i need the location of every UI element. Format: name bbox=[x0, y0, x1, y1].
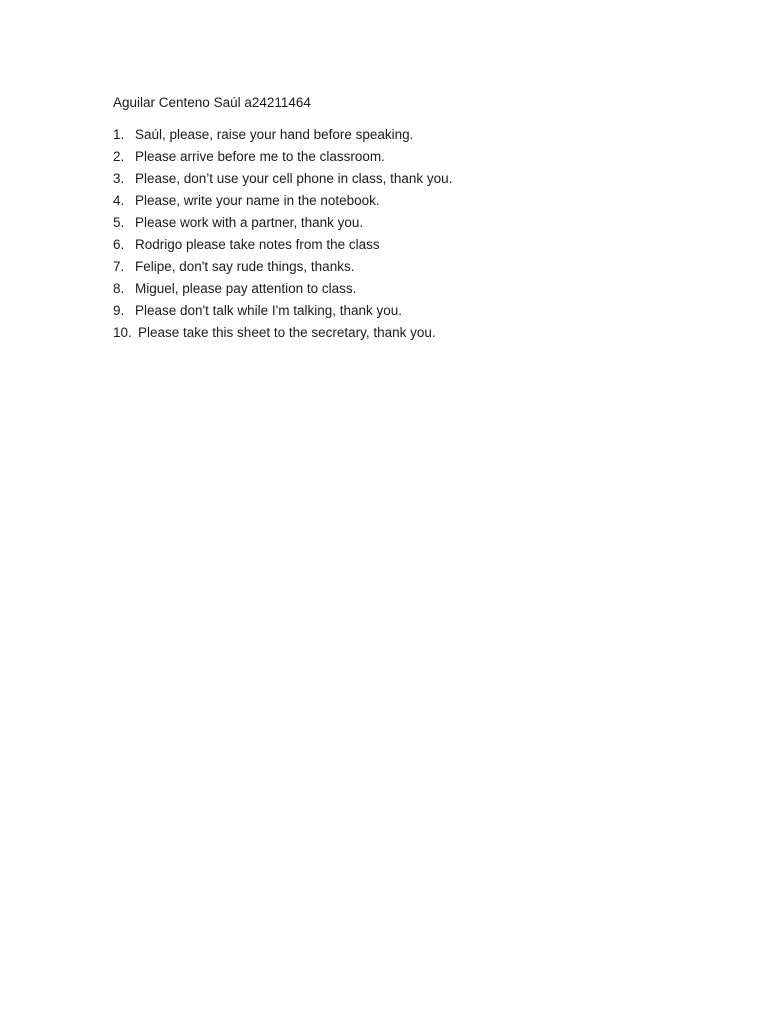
list-item-text: Miguel, please pay attention to class. bbox=[135, 281, 357, 296]
list-item-number: 10. bbox=[113, 325, 132, 340]
list-item bbox=[113, 302, 673, 320]
list-item-text: Saúl, please, raise your hand before speaking. bbox=[135, 127, 414, 142]
list-item bbox=[113, 214, 673, 232]
list-item-number: 5. bbox=[113, 215, 125, 230]
list-item bbox=[113, 258, 673, 276]
list-item-text: Please arrive before me to the classroom. bbox=[135, 149, 385, 164]
list-item-text: Please don't talk while I'm talking, thank you. bbox=[135, 303, 403, 318]
list-item-number: 8. bbox=[113, 281, 125, 296]
list-item-number: 2. bbox=[113, 149, 125, 164]
list-item-number: 3. bbox=[113, 171, 125, 186]
list-item-text: Please work with a partner, thank you. bbox=[135, 215, 364, 230]
list-item bbox=[113, 170, 673, 188]
list-item bbox=[113, 148, 673, 166]
list-item-number: 9. bbox=[113, 303, 125, 318]
list-item-number: 4. bbox=[113, 193, 125, 208]
list-item bbox=[113, 280, 673, 298]
list-item-number: 7. bbox=[113, 259, 125, 274]
document-body bbox=[113, 94, 673, 346]
list-item-number: 1. bbox=[113, 127, 125, 142]
list-item-number: 6. bbox=[113, 237, 125, 252]
numbered-list bbox=[113, 126, 673, 342]
list-item-text: Felipe, don't say rude things, thanks. bbox=[135, 259, 355, 274]
list-item bbox=[113, 324, 673, 342]
list-item-text: Please take this sheet to the secretary, thank you. bbox=[138, 325, 436, 340]
list-item-text: Please, don’t use your cell phone in class, thank you. bbox=[135, 171, 453, 186]
list-item bbox=[113, 126, 673, 144]
list-item-text: Please, write your name in the notebook. bbox=[135, 193, 380, 208]
list-item bbox=[113, 236, 673, 254]
list-item-text: Rodrigo please take notes from the class bbox=[135, 237, 380, 252]
student-name-header: Aguilar Centeno Saúl a24211464 bbox=[113, 95, 311, 110]
list-item bbox=[113, 192, 673, 210]
